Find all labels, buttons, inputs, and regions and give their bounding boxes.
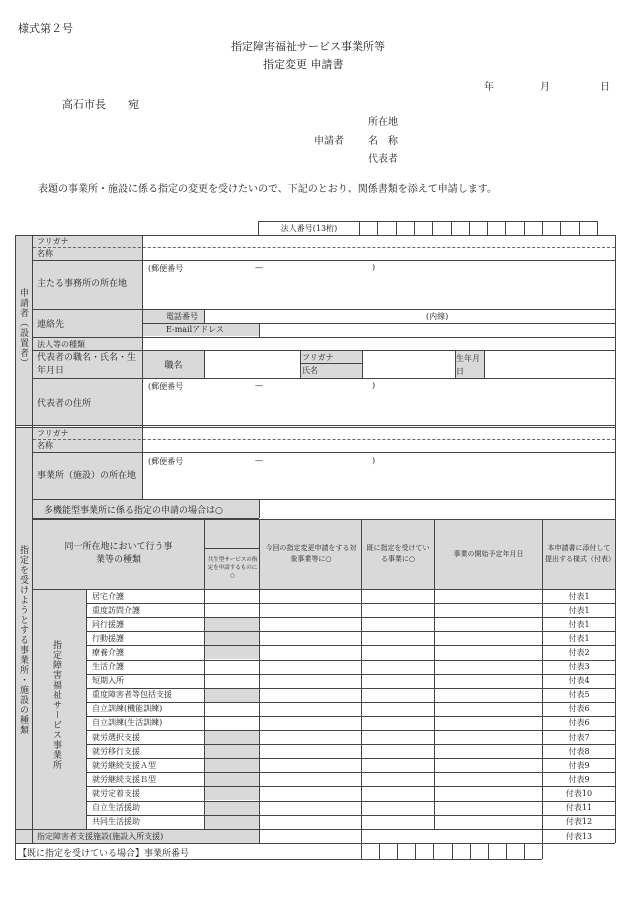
service-kyousei-cell[interactable]	[205, 815, 259, 829]
service-change-cell[interactable]	[260, 772, 361, 786]
service-kyousei-cell[interactable]	[205, 589, 259, 603]
service-name: 就労選択支援	[92, 732, 140, 742]
col-change-target-header: 今回の指定変更申請をする対象事業等に○	[265, 544, 357, 563]
applicant-furigana-label: フリガナ	[37, 236, 69, 246]
service-kyousei-cell[interactable]	[205, 786, 259, 800]
existing-office-number-label: 【既に指定を受けている場合】事業所番号	[18, 848, 190, 859]
birthdate-label: 生年月日	[456, 354, 480, 376]
existing-number-digit[interactable]	[398, 844, 415, 859]
service-start-cell[interactable]	[435, 786, 542, 800]
service-name: 同行援護	[92, 619, 124, 629]
service-start-cell[interactable]	[435, 603, 542, 617]
service-already-cell[interactable]	[362, 730, 434, 744]
email-label: E-mailアドレス	[166, 325, 224, 334]
corp-number-label: 法人番号(13桁)	[280, 223, 338, 233]
service-kyousei-cell[interactable]	[205, 801, 259, 815]
postal-dash: —	[255, 263, 263, 272]
service-change-cell[interactable]	[260, 801, 361, 815]
service-already-cell[interactable]	[362, 631, 434, 645]
date-month-label: 月	[540, 82, 550, 93]
service-name: 就労継続支援Ｂ型	[92, 774, 156, 784]
service-start-cell[interactable]	[435, 674, 542, 688]
service-change-cell[interactable]	[260, 688, 361, 702]
service-name: 生活介護	[92, 662, 124, 672]
service-change-cell[interactable]	[260, 716, 361, 730]
service-change-cell[interactable]	[260, 786, 361, 800]
service-start-cell[interactable]	[435, 758, 542, 772]
service-start-cell[interactable]	[435, 744, 542, 758]
service-name: 療養介護	[92, 647, 124, 657]
service-kyousei-cell[interactable]	[205, 702, 259, 716]
service-change-cell[interactable]	[260, 730, 361, 744]
service-change-cell[interactable]	[260, 674, 361, 688]
facility-postal-dash: —	[255, 456, 263, 465]
corp-number-digit[interactable]	[415, 222, 432, 235]
service-kyousei-cell[interactable]	[205, 730, 259, 744]
service-change-cell[interactable]	[260, 744, 361, 758]
service-change-cell[interactable]	[260, 702, 361, 716]
postal-prefix: (郵便番号	[148, 264, 184, 273]
service-change-cell[interactable]	[260, 758, 361, 772]
service-already-cell[interactable]	[362, 786, 434, 800]
service-change-cell[interactable]	[260, 660, 361, 674]
existing-number-digit[interactable]	[471, 844, 488, 859]
service-kyousei-cell[interactable]	[205, 688, 259, 702]
extension-label: (内線)	[426, 312, 449, 321]
support-facility-form: 付表13	[565, 831, 593, 841]
date-year-label: 年	[484, 82, 494, 93]
statement-text: 表題の事業所・施設に係る指定の変更を受けたいので、下記のとおり、関係書類を添えて申請します。	[38, 184, 497, 195]
service-form: 付表8	[568, 746, 590, 756]
service-kyousei-cell[interactable]	[205, 645, 259, 659]
existing-number-digit[interactable]	[434, 844, 451, 859]
service-start-cell[interactable]	[435, 660, 542, 674]
service-form: 付表6	[568, 704, 590, 714]
corp-number-digit[interactable]	[397, 222, 414, 235]
service-start-cell[interactable]	[435, 631, 542, 645]
service-already-cell[interactable]	[362, 617, 434, 631]
service-form: 付表2	[568, 647, 590, 657]
corp-number-digit[interactable]	[506, 222, 523, 235]
service-name: 自立訓練(機能訓練)	[92, 704, 163, 714]
service-start-cell[interactable]	[435, 617, 542, 631]
rep-furigana-label: フリガナ	[302, 353, 334, 362]
service-start-cell[interactable]	[435, 688, 542, 702]
col-kyousei-header: 共生型サービスの指定を申請するものに○	[207, 557, 258, 579]
corp-number-digit[interactable]	[561, 222, 578, 235]
existing-number-digit[interactable]	[416, 844, 433, 859]
service-start-cell[interactable]	[435, 702, 542, 716]
facility-furigana-label: フリガナ	[37, 428, 69, 438]
multi-function-label: 多機能型事業所に係る指定の申請の場合は○	[44, 505, 223, 516]
existing-number-digit[interactable]	[362, 844, 379, 859]
applicant-label: 申請者	[314, 136, 344, 147]
service-kyousei-cell[interactable]	[205, 772, 259, 786]
name-label: 名 称	[368, 136, 398, 147]
service-already-cell[interactable]	[362, 758, 434, 772]
address-label: 所在地	[368, 117, 398, 128]
service-start-cell[interactable]	[435, 589, 542, 603]
service-name: 重度訪問介護	[92, 605, 140, 615]
service-already-cell[interactable]	[362, 603, 434, 617]
service-group-label: 指定障害福祉サービス事業所	[51, 640, 61, 770]
col-same-location-header: 同一所在地において行う事業等の種類	[64, 542, 173, 565]
service-name: 就労移行支援	[92, 746, 140, 756]
service-kyousei-cell[interactable]	[205, 674, 259, 688]
service-kyousei-cell[interactable]	[205, 617, 259, 631]
service-change-cell[interactable]	[260, 631, 361, 645]
service-already-cell[interactable]	[362, 688, 434, 702]
applicant-name-label: 名称	[37, 249, 53, 258]
service-already-cell[interactable]	[362, 702, 434, 716]
corp-number-digit[interactable]	[452, 222, 469, 235]
postal-suffix: )	[372, 263, 376, 272]
corp-number-digit[interactable]	[360, 222, 377, 235]
corp-type-label: 法人等の種類	[37, 339, 85, 349]
service-start-cell[interactable]	[435, 772, 542, 786]
service-form: 付表6	[568, 718, 590, 728]
service-start-cell[interactable]	[435, 730, 542, 744]
service-already-cell[interactable]	[362, 645, 434, 659]
service-form: 付表9	[568, 774, 590, 784]
phone-label: 電話番号	[166, 312, 198, 321]
page-title: 指定障害福祉サービス事業所等	[231, 40, 385, 53]
service-form: 付表9	[568, 760, 590, 770]
service-form: 付表1	[568, 591, 590, 601]
applicant-side-label: 申請者（設置者）	[18, 288, 28, 368]
service-form: 付表10	[565, 788, 593, 798]
service-form: 付表1	[568, 605, 590, 615]
service-kyousei-cell[interactable]	[205, 631, 259, 645]
service-form: 付表4	[568, 676, 590, 686]
existing-number-digit[interactable]	[380, 844, 397, 859]
corp-number-digit[interactable]	[470, 222, 487, 235]
service-already-cell[interactable]	[362, 660, 434, 674]
service-change-cell[interactable]	[260, 617, 361, 631]
service-kyousei-cell[interactable]	[205, 603, 259, 617]
service-kyousei-cell[interactable]	[205, 660, 259, 674]
existing-number-digit[interactable]	[489, 844, 506, 859]
service-change-cell[interactable]	[260, 589, 361, 603]
existing-number-digit[interactable]	[453, 844, 470, 859]
date-day-label: 日	[600, 82, 610, 93]
service-change-cell[interactable]	[260, 645, 361, 659]
service-name: 自立生活援助	[92, 803, 140, 813]
service-start-cell[interactable]	[435, 716, 542, 730]
service-change-cell[interactable]	[260, 815, 361, 829]
corp-number-digit[interactable]	[433, 222, 450, 235]
rep-postal-dash: —	[255, 381, 263, 390]
service-already-cell[interactable]	[362, 815, 434, 829]
service-already-cell[interactable]	[362, 716, 434, 730]
col-start-date-header: 事業の開始予定年月日	[453, 550, 524, 558]
service-already-cell[interactable]	[362, 674, 434, 688]
office-location-label: 主たる事務所の所在地	[37, 279, 128, 289]
service-kyousei-cell[interactable]	[205, 758, 259, 772]
service-name: 短期入所	[92, 676, 124, 686]
service-form: 付表1	[568, 633, 590, 643]
existing-number-digit[interactable]	[525, 844, 542, 859]
rep-postal-prefix: (郵便番号	[148, 382, 184, 391]
form-number: 様式第２号	[18, 22, 73, 35]
facility-postal-prefix: (郵便番号	[148, 457, 184, 466]
service-form: 付表1	[568, 619, 590, 629]
service-already-cell[interactable]	[362, 801, 434, 815]
col-attach-header: 本申請書に添付して提出する様式（付表）	[545, 544, 615, 563]
service-already-cell[interactable]	[362, 744, 434, 758]
facility-side-label: 指定を受けようとする事業所・施設の種類	[18, 545, 28, 735]
service-name: 重度障害者等包括支援	[92, 690, 172, 700]
facility-location-label: 事業所（施設）の所在地	[37, 471, 137, 481]
facility-name-label: 名称	[37, 441, 53, 450]
job-title-label: 職名	[164, 361, 183, 371]
service-kyousei-cell[interactable]	[205, 744, 259, 758]
service-name: 居宅介護	[92, 591, 124, 601]
service-form: 付表7	[568, 732, 590, 742]
service-kyousei-cell[interactable]	[205, 716, 259, 730]
service-start-cell[interactable]	[435, 815, 542, 829]
addressee: 高石市長 宛	[62, 98, 139, 111]
corp-number-digit[interactable]	[378, 222, 395, 235]
service-change-cell[interactable]	[260, 603, 361, 617]
service-name: 就労定着支援	[92, 788, 140, 798]
service-form: 付表3	[568, 662, 590, 672]
rep-info-label: 代表者の職名・氏名・生年月日	[37, 352, 137, 376]
service-form: 付表11	[565, 803, 593, 813]
service-start-cell[interactable]	[435, 645, 542, 659]
rep-address-label: 代表者の住所	[37, 398, 92, 409]
representative-label: 代表者	[368, 154, 398, 165]
service-form: 付表5	[568, 690, 590, 700]
service-name: 共同生活援助	[92, 817, 140, 827]
service-already-cell[interactable]	[362, 589, 434, 603]
corp-number-digit[interactable]	[580, 222, 597, 235]
contact-label: 連絡先	[37, 319, 65, 330]
page-subtitle: 指定変更 申請書	[263, 58, 344, 71]
corp-number-digit[interactable]	[543, 222, 560, 235]
corp-number-digit[interactable]	[525, 222, 542, 235]
facility-postal-suffix: )	[372, 456, 376, 465]
corp-number-digit[interactable]	[488, 222, 505, 235]
service-form: 付表12	[565, 817, 593, 827]
col-already-header: 既に指定を受けている事業に○	[366, 544, 430, 563]
service-name: 行動援護	[92, 633, 124, 643]
rep-postal-suffix: )	[372, 381, 376, 390]
service-name: 自立訓練(生活訓練)	[92, 718, 163, 728]
rep-name-label: 氏名	[302, 366, 318, 375]
service-name: 就労継続支援Ａ型	[92, 760, 156, 770]
service-start-cell[interactable]	[435, 801, 542, 815]
service-already-cell[interactable]	[362, 772, 434, 786]
support-facility-label: 指定障害者支援施設(施設入所支援)	[37, 831, 164, 841]
existing-number-digit[interactable]	[507, 844, 524, 859]
